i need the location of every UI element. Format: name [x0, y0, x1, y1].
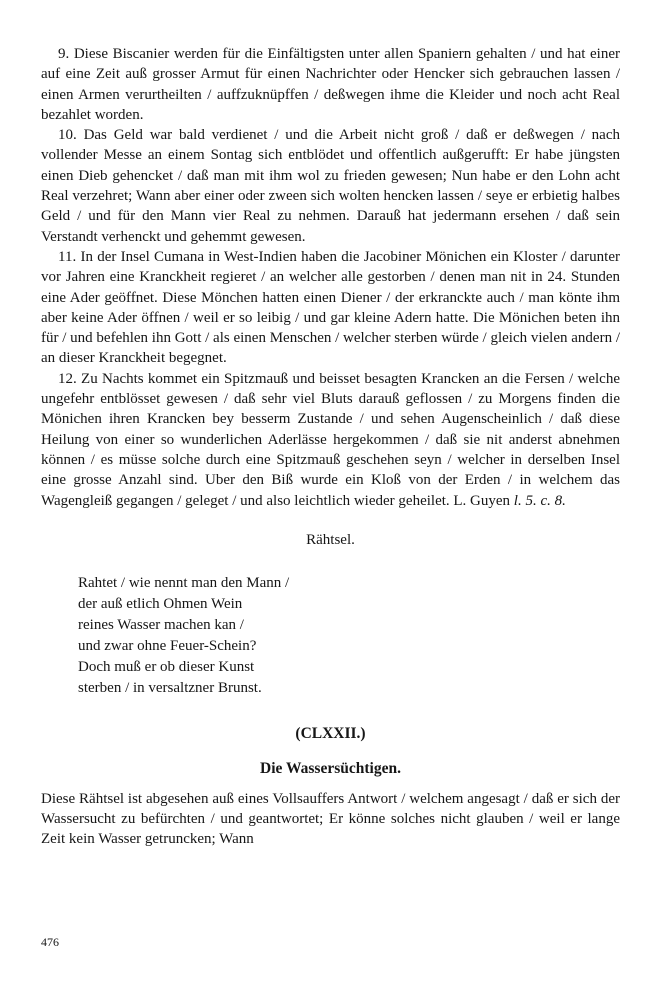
section-opening-paragraph: Diese Rähtsel ist abgesehen auß eines Vollsauffers Antwort / welchem angesagt / daß er sich der Wassersucht zu befürchten / und geantwortet; Er könne solches nicht glauben / weil er lange Zeit kein Wasser getruncken; Wann [41, 790, 620, 848]
riddle-line: der auß etlich Ohmen Wein [78, 595, 243, 612]
riddle-line: und zwar ohne Feuer-Schein? [78, 637, 257, 654]
paragraph-text: 10. Das Geld war bald verdienet / und die Arbeit nicht groß / daß er deßwegen / nach vollender Messe an einem Sontag sich entblödet und offentlich außgerufft: Er habe jüngsten einen Dieb gehencket / daß man mit ihm wol zu frieden gewesen; Nun habe er den Lohn acht Real verzehret; Wann aber einer oder zween sich wolten hencken lassen / seye er erbietig halbes Geld / und für den Mann vier Real zu nehmen. Darauß hat jedermann ersehen / daß sein Verstandt verhenckt und gehemmt gewesen. [41, 127, 620, 245]
body-text [41, 44, 620, 511]
paragraph-10 [41, 125, 620, 247]
paragraph-text: 12. Zu Nachts kommet ein Spitzmauß und beisset besagten Krancken an die Fersen / welche ungefehr entblösset gewesen / daß sehr viel Bluts darauß geflossen / zu Morgens finden die Mönichen ihren Krancken bey besserm Zustande / und sehen Augenscheinlich / daß diese Heilung von einer so wunderlichen Aderlässe hergekommen / daß sie nit anderst abnehmen können / es müsse solche durch eine Spitzmauß geschehen seyn / welcher in derselben Insel eine grosse Anzahl sind. Uber den Biß wurde ein Kloß von der Erden / in welchem das Wagengleiß gegangen / geleget / und also leichtlich wieder geheilet. [41, 370, 620, 509]
paragraph-12 [41, 369, 620, 511]
riddle-line: sterben / in versaltzner Brunst. [78, 679, 262, 696]
paragraph-text: 11. In der Insel Cumana in West-Indien haben die Jacobiner Mönichen ein Kloster / darunter vor Jahren eine Kranckheit regieret / an welcher alle gestorben / denen man nit in 24. Stunden eine Ader geöffnet. Diese Mönchen hatten einen Diener / der erkranckte auch / man könte ihm aber keine Ader öffnen / weil er so leibig / und gar kleine Adern hatte. Die Mönichen beten ihn für / und befehlen ihn Gott / als einen Menschen / welcher sterben würde / gleich vielen andern / an dieser Kranckheit begegnet. [41, 248, 620, 367]
citation-author: L. Guyen [453, 492, 511, 509]
riddle-verse [78, 573, 620, 699]
riddle-line: Doch muß er ob dieser Kunst [78, 658, 255, 675]
paragraph-9 [41, 44, 620, 125]
section-title: Die Wassersüchtigen. [260, 759, 401, 777]
citation-reference: l. 5. c. 8. [513, 492, 566, 509]
riddle-line: reines Wasser machen kan / [78, 616, 244, 633]
riddle-line: Rahtet / wie nennt man den Mann / [78, 574, 290, 591]
riddle-title: Rähtsel. [306, 531, 355, 548]
citation [453, 493, 565, 509]
section-number: (CLXXII.) [295, 724, 366, 742]
paragraph-text: 9. Diese Biscanier werden für die Einfältigsten unter allen Spaniern gehalten / und hat einer auf eine Zeit auß grosser Armut für einen Nachrichter oder Hencker sich gebrauchen lassen / einen Armen verurtheilten / auffzuknüpffen / deßwegen ihme die Kleider und noch acht Real bezahlet worden. [41, 46, 620, 123]
page-number: 476 [41, 935, 59, 949]
paragraph-11 [41, 247, 620, 369]
